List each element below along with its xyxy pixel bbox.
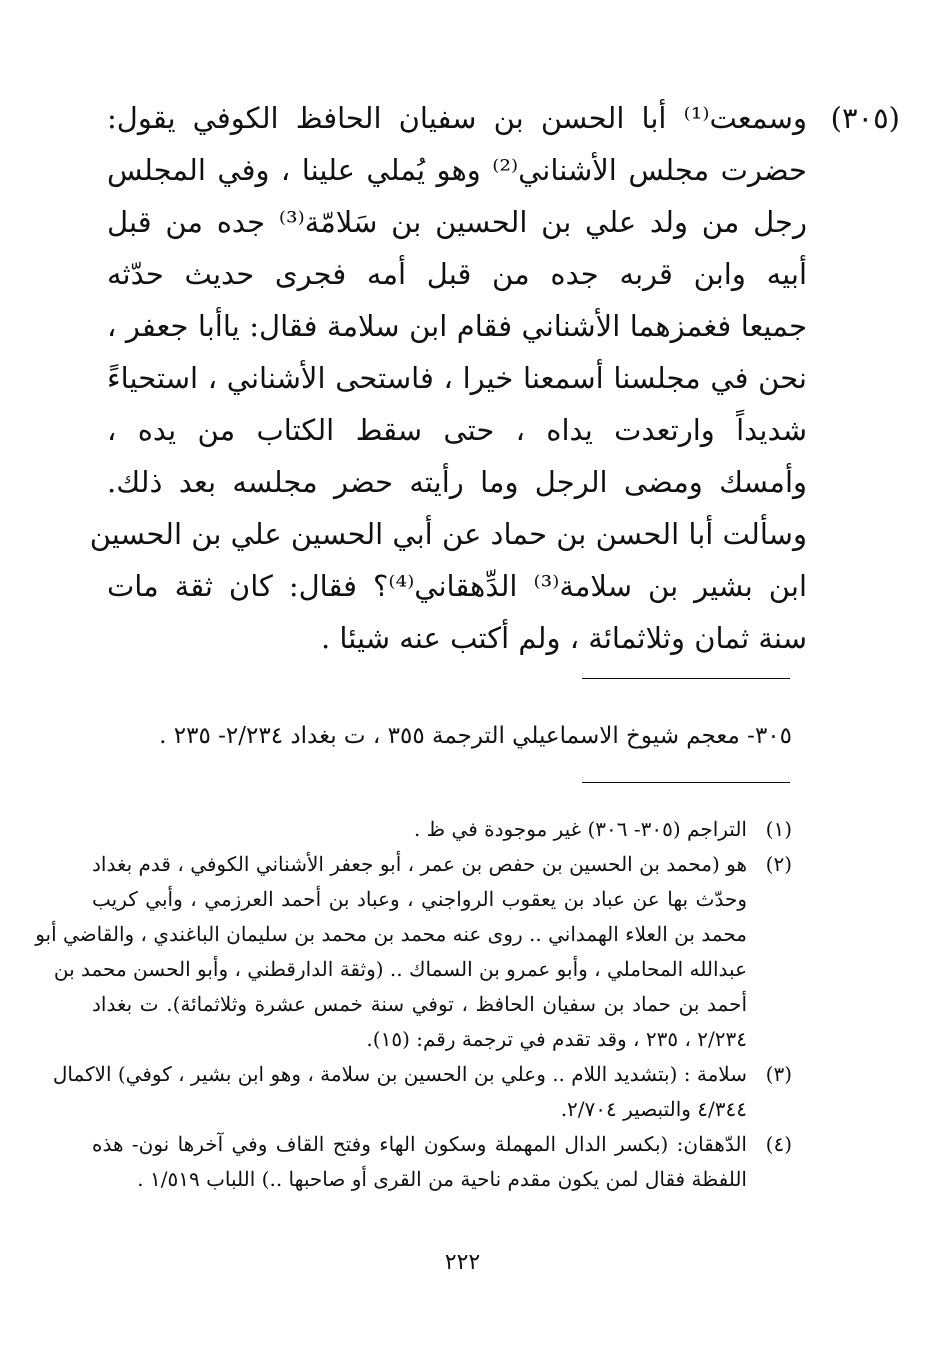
source-note: ٣٠٥- معجم شيوخ الاسماعيلي الترجمة ٣٥٥ ، ت بغداد ٢/٢٣٤- ٢٣٥ . (159, 723, 792, 749)
footnote-line: سلامة : (بتشديد اللام .. وعلي بن الحسين بن سلامة ، وهو ابن بشير ، كوفي) الاكمال (52, 1062, 747, 1086)
footnote-line: ٤/٣٤٤ والتبصير ٢/٧٠٤. (560, 1097, 747, 1121)
footnote-3 (52, 1057, 792, 1127)
entry-line-7: شديداً وارتعدت يداه ، حتى سقط الكتاب من يده ، (107, 413, 807, 447)
footnote-line: ٢/٢٣٤ ، ٢٣٥ ، وقد تقدم في ترجمة رقم: (١٥). (366, 1027, 747, 1051)
footnote-line: اللفظة فقال لمن يكون مقدم ناحية من القرى أو صاحبها ..) اللباب ١/٥١٩ . (137, 1167, 747, 1191)
footnote-line: أحمد بن حماد بن سفيان الحافظ ، توفي سنة خمس عشرة وثلاثمائة). ت بغداد (92, 992, 747, 1016)
footnote-line: الدّهقان: (بكسر الدال المهملة وسكون الهاء وفتح القاف وفي آخرها نون- هذه (92, 1132, 747, 1156)
footnotes (35, 812, 792, 1197)
entry-line-5: جميعا فغمزهما الأشناني فقام ابن سلامة فقال: ياأبا جعفر ، (107, 309, 807, 343)
separator-top (582, 678, 790, 679)
entry-number: (٣٠٥) (830, 101, 900, 135)
entry-line-9: وسألت أبا الحسن بن حماد عن أبي الحسين علي بن الحسين (89, 517, 807, 551)
entry-line-6: نحن في مجلسنا أسمعنا خيرا ، فاستحى الأشناني ، استحياءً (107, 361, 807, 395)
entry-line-2: حضرت مجلس الأشناني⁽²⁾ وهو يُملي علينا ، وفي المجلس (107, 153, 807, 187)
footnote-line: عبدالله المحاملي ، وأبو عمرو بن السماك .. (وثقة الدارقطني ، وأبو الحسن محمد بن (53, 957, 747, 981)
entry-line-10: ابن بشير بن سلامة⁽³⁾ الدِّهقاني⁽⁴⁾؟ فقال: كان ثقة مات (107, 569, 808, 603)
footnote-line: وحدّث بها عن عباد بن يعقوب الرواجني ، وعباد بن أحمد العرزمي ، وأبي كريب (92, 887, 747, 911)
footnote-line: محمد بن العلاء الهمداني .. روى عنه محمد بن محمد بن سليمان الباغندي ، والقاضي أبو (35, 922, 747, 946)
main-entry (89, 92, 900, 664)
footnote-marker: (٣) (765, 1062, 792, 1086)
entry-line-8: وأمسك ومضى الرجل وما رأيته حضر مجلسه بعد ذلك. (107, 465, 807, 499)
footnote-marker: (٢) (765, 852, 792, 876)
footnote-4 (92, 1127, 792, 1197)
entry-line-3: رجل من ولد علي بن الحسين بن سَلامّة⁽³⁾ جده من قبل (107, 205, 807, 239)
footnote-line: التراجم (٣٠٥- ٣٠٦) غير موجودة في ظ . (413, 817, 747, 841)
entry-line-1: وسمعت⁽¹⁾ أبا الحسن بن سفيان الحافظ الكوفي يقول: (107, 101, 807, 135)
footnote-marker: (١) (765, 817, 792, 841)
separator-bottom (582, 782, 790, 783)
footnote-marker: (٤) (765, 1132, 792, 1156)
footnote-1 (92, 812, 792, 847)
page-number: ٢٢٢ (444, 1250, 481, 1275)
entry-line-4: أبيه وابن قربه جده من قبل أمه فجرى حديث حدّثه (107, 257, 807, 291)
footnote-2 (35, 847, 792, 1057)
footnote-line: هو (محمد بن الحسين بن حفص بن عمر ، أبو جعفر الأشناني الكوفي ، قدم بغداد (92, 852, 747, 876)
entry-line-11: سنة ثمان وثلاثمائة ، ولم أكتب عنه شيئا . (320, 621, 807, 655)
